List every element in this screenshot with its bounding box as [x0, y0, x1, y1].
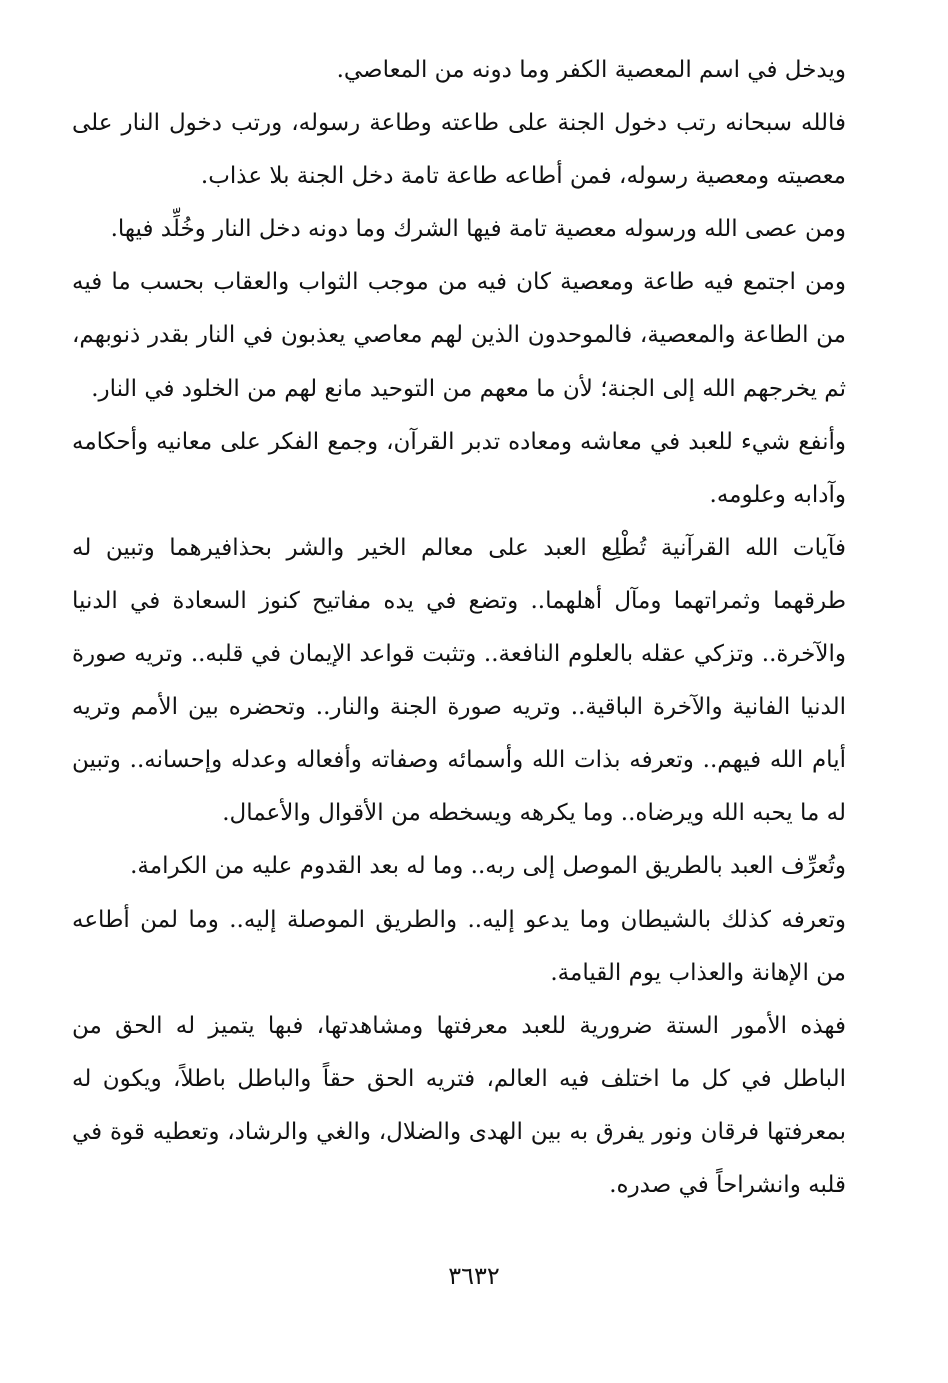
- body-text: [72, 44, 846, 1212]
- paragraph: فهذه الأمور الستة ضرورية للعبد معرفتها ومشاهدتها، فبها يتميز له الحق من الباطل في كل ما اختلف فيه العالم، فتريه الحق حقاً والباطل باطلاً، ويكون له بمعرفتها فرقان ونور يفرق به بين الهدى والضلال، والغي والرشاد، وتعطيه قوة في قلبه وانشراحاً في صدره.: [72, 1012, 846, 1198]
- paragraph: ومن عصى الله ورسوله معصية تامة فيها الشرك وما دونه دخل النار وخُلِّد فيها.: [110, 216, 846, 243]
- paragraph: ومن اجتمع فيه طاعة ومعصية كان فيه من موجب الثواب والعقاب بحسب ما فيه من الطاعة والمعصية، فالموحدون الذين لهم معاصي يعذبون في النار بقدر ذنوبهم، ثم يخرجهم الله إلى الجنة؛ لأن ما معهم من التوحيد مانع لهم من الخلود في النار.: [72, 269, 846, 402]
- paragraph: وتُعرِّف العبد بالطريق الموصل إلى ربه.. وما له بعد القدوم عليه من الكرامة.: [130, 853, 846, 880]
- paragraph: فآيات الله القرآنية تُطْلِع العبد على معالم الخير والشر بحذافيرهما وتبين له طرقهما وثمراتهما ومآل أهلهما.. وتضع في يده مفاتيح كنوز السعادة في الدنيا والآخرة.. وتزكي عقله بالعلوم النافعة.. وتثبت قواعد الإيمان في قلبه.. وتريه صورة الدنيا الفانية والآخرة الباقية.. وتريه صورة الجنة والنار.. وتحضره بين الأمم وتريه أيام الله فيهم.. وتعرفه بذات الله وأسمائه وصفاته وأفعاله وعدله وإحسانه.. وتبين له ما يحبه الله ويرضاه.. وما يكرهه ويسخطه من الأقوال والأعمال.: [72, 534, 846, 827]
- paragraph: وأنفع شيء للعبد في معاشه ومعاده تدبر القرآن، وجمع الفكر على معانيه وأحكامه وآدابه وعلومه.: [72, 428, 846, 508]
- page-number: ٣٦٣٢: [448, 1262, 500, 1290]
- paragraph: وتعرفه كذلك بالشيطان وما يدعو إليه.. والطريق الموصلة إليه.. وما لمن أطاعه من الإهانة والعذاب يوم القيامة.: [72, 906, 846, 986]
- paragraph: ويدخل في اسم المعصية الكفر وما دونه من المعاصي.: [336, 57, 846, 83]
- paragraph: فالله سبحانه رتب دخول الجنة على طاعته وطاعة رسوله، ورتب دخول النار على معصيته ومعصية رسوله، فمن أطاعه طاعة تامة دخل الجنة بلا عذاب.: [72, 110, 846, 190]
